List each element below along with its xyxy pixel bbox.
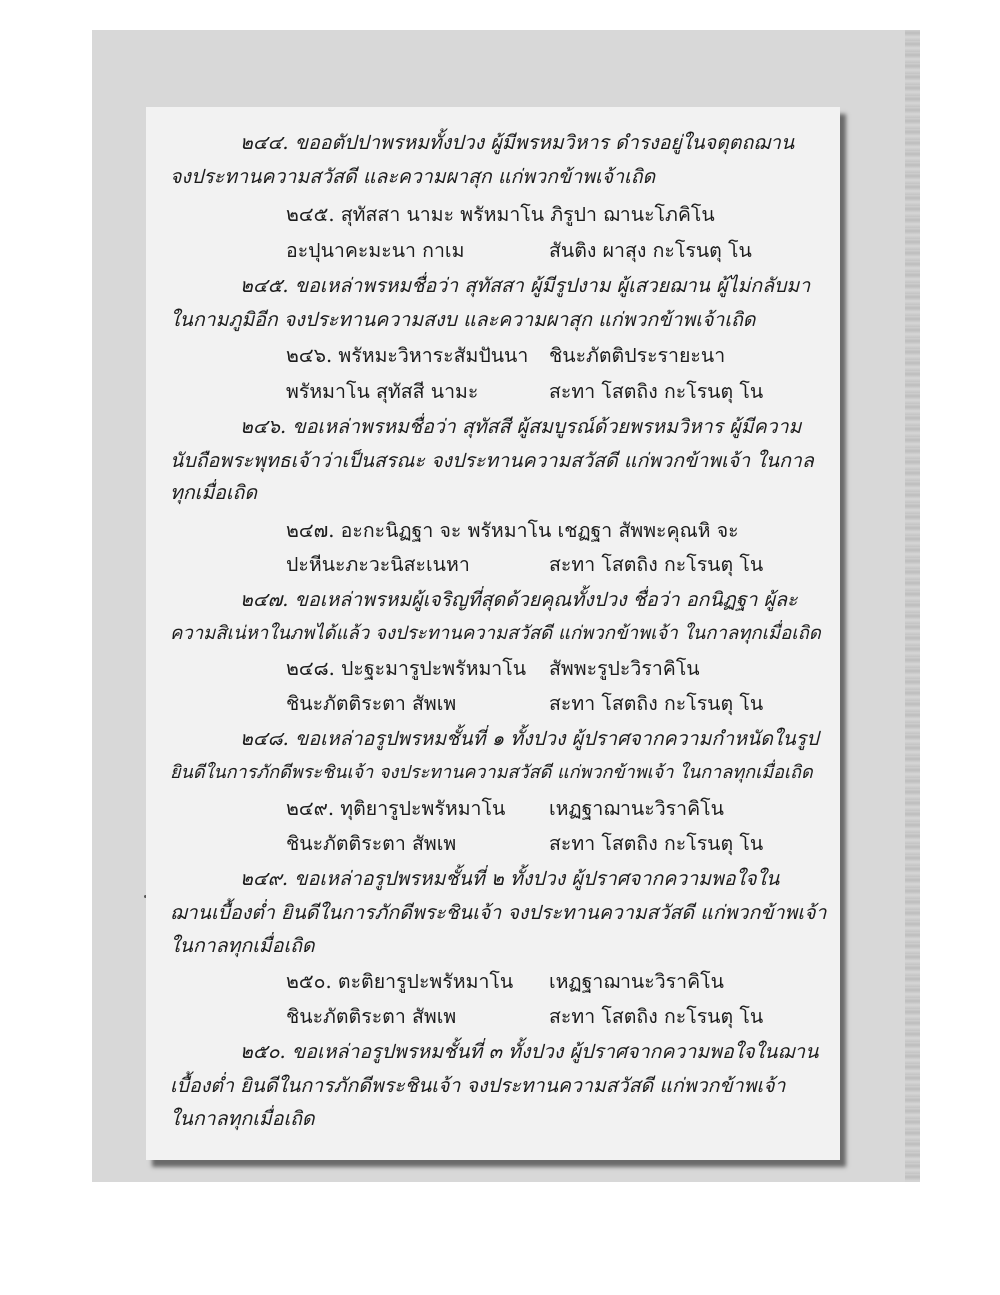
- verse-line-right: สะทา โสตถิง กะโรนตุ โน: [549, 1005, 764, 1028]
- verse-line-right: สะทา โสตถิง กะโรนตุ โน: [549, 380, 764, 403]
- verse-line: ชินะภัตติระตา สัพเพ: [286, 832, 457, 855]
- verse-line: ๒๔๙. ทุติยารูปะพรัหมาโน: [286, 797, 506, 820]
- translation-line: ในกาลทุกเมื่อเถิด: [170, 1107, 315, 1130]
- verse-line-right: เหฏฐาฌานะวิราคิโน: [549, 797, 724, 820]
- translation-line: ยินดีในการภักดีพระชินเจ้า จงประทานความสวัสดี แก่พวกข้าพเจ้า ในกาลทุกเมื่อเถิด: [170, 762, 813, 783]
- verse-line: ๒๔๕. สุทัสสา นามะ พรัหมาโน ภิรูปา ฌานะโภคิโน: [286, 203, 715, 226]
- translation-line: นับถือพระพุทธเจ้าว่าเป็นสรณะ จงประทานความสวัสดี แก่พวกข้าพเจ้า ในกาล: [170, 449, 814, 472]
- verse-line: ชินะภัตติระตา สัพเพ: [286, 692, 457, 715]
- translation-line: ในกามภูมิอีก จงประทานความสงบ และความผาสุก แก่พวกข้าพเจ้าเถิด: [170, 308, 756, 331]
- translation-line: ๒๔๗. ขอเหล่าพรหมผู้เจริญที่สุดด้วยคุณทั้งปวง ชื่อว่า อกนิฏฐา ผู้ละ: [240, 588, 798, 611]
- translation-line: ๒๔๔. ขออตัปปาพรหมทั้งปวง ผู้มีพรหมวิหาร ดำรงอยู่ในจตุตถฌาน: [240, 131, 795, 154]
- verse-line-right: เหฏฐาฌานะวิราคิโน: [549, 970, 724, 993]
- translation-line: เบื้องต่ำ ยินดีในการภักดีพระชินเจ้า จงประทานความสวัสดี แก่พวกข้าพเจ้า: [170, 1074, 786, 1097]
- verse-line: ๒๔๗. อะกะนิฏฐา จะ พรัหมาโน เชฏฐา สัพพะคุณหิ จะ: [286, 519, 739, 542]
- translation-line: จงประทานความสวัสดี และความผาสุก แก่พวกข้าพเจ้าเถิด: [170, 165, 656, 188]
- verse-line: ๒๔๖. พรัหมะวิหาระสัมปันนา: [286, 344, 529, 367]
- verse-line-right: สะทา โสตถิง กะโรนตุ โน: [549, 832, 764, 855]
- verse-line-right: สัพพะรูปะวิราคิโน: [549, 657, 700, 680]
- translation-line: ในกาลทุกเมื่อเถิด: [170, 934, 315, 957]
- verse-line-right: สะทา โสตถิง กะโรนตุ โน: [549, 553, 764, 576]
- translation-line: ๒๔๕. ขอเหล่าพรหมชื่อว่า สุทัสสา ผู้มีรูปงาม ผู้เสวยฌาน ผู้ไม่กลับมา: [240, 274, 811, 297]
- translation-line: ๒๔๘. ขอเหล่าอรูปพรหมชั้นที่ ๑ ทั้งปวง ผู้ปราศจากความกำหนัดในรูป: [240, 727, 819, 750]
- book-page: [146, 107, 840, 1160]
- verse-line: ๒๕๐. ตะติยารูปะพรัหมาโน: [286, 970, 514, 993]
- verse-line-right: สันติง ผาสุง กะโรนตุ โน: [549, 239, 752, 262]
- verse-line: ๒๔๘. ปะฐะมารูปะพรัหมาโน: [286, 657, 527, 680]
- translation-line: ๒๕๐. ขอเหล่าอรูปพรหมชั้นที่ ๓ ทั้งปวง ผู้ปราศจากความพอใจในฌาน: [240, 1040, 819, 1063]
- verse-line: ปะหีนะภะวะนิสะเนหา: [286, 553, 470, 576]
- verse-line: ชินะภัตติระตา สัพเพ: [286, 1005, 457, 1028]
- verse-line: อะปุนาคะมะนา กาเม: [286, 239, 465, 262]
- translation-line: ๒๔๙. ขอเหล่าอรูปพรหมชั้นที่ ๒ ทั้งปวง ผู้ปราศจากความพอใจใน: [240, 867, 780, 890]
- book-page-edges: [905, 30, 920, 1182]
- verse-line: พรัหมาโน สุทัสสี นามะ: [286, 380, 479, 403]
- translation-line: ฌานเบื้องต่ำ ยินดีในการภักดีพระชินเจ้า จงประทานความสวัสดี แก่พวกข้าพเจ้า: [170, 901, 827, 924]
- translation-line: ทุกเมื่อเถิด: [170, 481, 258, 504]
- verse-line-right: สะทา โสตถิง กะโรนตุ โน: [549, 692, 764, 715]
- translation-line: ๒๔๖. ขอเหล่าพรหมชื่อว่า สุทัสสี ผู้สมบูรณ์ด้วยพรหมวิหาร ผู้มีความ: [240, 415, 802, 438]
- translation-line: ความสิเน่หาในภพได้แล้ว จงประทานความสวัสดี แก่พวกข้าพเจ้า ในกาลทุกเมื่อเถิด: [170, 623, 821, 644]
- verse-line-right: ชินะภัตติประรายะนา: [549, 344, 726, 367]
